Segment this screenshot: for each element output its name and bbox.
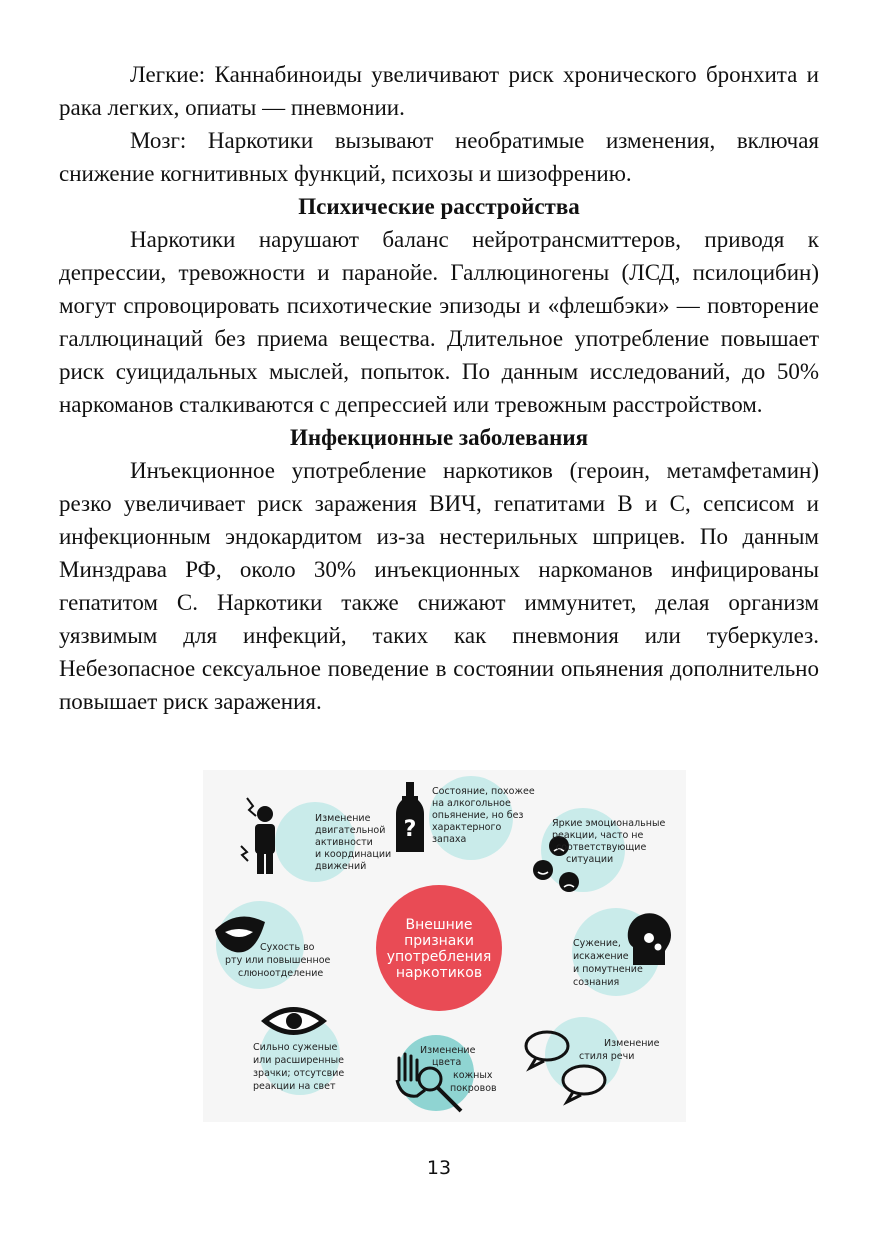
mouth-line-2: рту или повышенное [225,955,331,966]
pupils-line-2: или расширенные [253,1055,345,1066]
center-line-2: признаки [404,933,474,949]
paragraph-infectious-diseases: Инъекционное употребление наркотиков (героин, метамфетамин) резко увеличивает риск заражения ВИЧ, гепатитами B и C, сепсисом и инфекционным эндокардитом из-за нестерильных шприцев. По данным Минздрава РФ, около 30% инъекционных наркоманов инфицированы гепатитом C. Наркотики также снижают иммунитет, делая организм уязвимым для инфекций, таких как пневмония или туберкулез. Небезопасное сексуальное поведение в состоянии опьянения дополнительно повышает риск заражения. [59,458,819,714]
pupils-line-4: реакции на свет [253,1081,336,1092]
motor-line-4: и координации [315,849,392,860]
motor-line-5: движений [315,861,367,872]
infographic-svg [203,770,686,1122]
drug-signs-infographic [203,770,686,1122]
emotional-line-1: Яркие эмоциональные [552,818,666,829]
paragraph-mental-disorders: Наркотики нарушают баланс нейротрансмиттеров, приводя к депрессии, тревожности и паранойе. Галлюциногены (ЛСД, псилоцибин) могут спровоцировать психотические эпизоды и «флешбэки» — повторение галлюцинаций без приема вещества. Длительное употребление повышает риск суицидальных мыслей, попыток. По данным исследований, до 50% наркоманов сталкиваются с депрессией или тревожным расстройством. [59,227,819,417]
heading-infectious-diseases: Инфекционные заболевания [289,425,589,450]
consciousness-line-3: и помутнение [573,964,643,975]
consciousness-line-1: Сужение, [573,938,621,949]
motor-line-3: активности [315,837,373,848]
pupils-line-1: Сильно суженые [253,1042,338,1053]
speech-line-1: Изменение [604,1038,660,1049]
pupils-line-3: зрачки; отсутсвие [253,1068,345,1079]
mouth-line-3: слюноотделение [238,968,324,979]
consciousness-line-4: сознания [573,977,620,988]
center-line-4: наркотиков [395,965,483,981]
intoxication-line-1: Состояние, похожее [432,786,535,797]
speech-line-2: стиля речи [579,1051,635,1062]
skin-line-1: Изменение [420,1045,476,1056]
skin-line-2: цвета [432,1057,462,1068]
skin-line-3: кожных [453,1070,493,1081]
consciousness-line-2: искажение [573,951,629,962]
center-line-3: употребления [386,949,492,965]
intoxication-line-5: запаха [432,834,467,845]
mouth-line-1: Сухость во [260,942,315,953]
head-gears-icon [628,913,671,965]
bottle-icon [396,782,424,852]
paragraph-brain: Мозг: Наркотики вызывают необратимые изменения, включая снижение когнитивных функций, психозы и шизофрению. [59,128,819,186]
intoxication-line-2: на алкогольное [432,798,511,809]
emotional-line-3: соответствующие [556,842,647,853]
heading-mental-disorders: Психические расстройства [298,194,580,219]
motor-line-1: Изменение [315,813,371,824]
emotional-line-4: ситуации [566,854,614,865]
skin-line-4: покровов [450,1083,497,1094]
paragraph-lungs: Легкие: Каннабиноиды увеличивают риск хронического бронхита и рака легких, опиаты — пневмонии. [59,62,819,120]
svg-text:?: ? [403,817,417,842]
motor-line-2: двигательной [315,825,386,836]
person-icon [241,798,275,874]
body-text [59,58,819,718]
intoxication-line-3: опьянение, но без [432,810,524,821]
center-line-1: Внешние [405,917,473,933]
emotional-line-2: реакции, часто не [552,830,644,841]
page-number: 13 [426,1157,452,1179]
intoxication-line-4: характерного [432,822,502,833]
